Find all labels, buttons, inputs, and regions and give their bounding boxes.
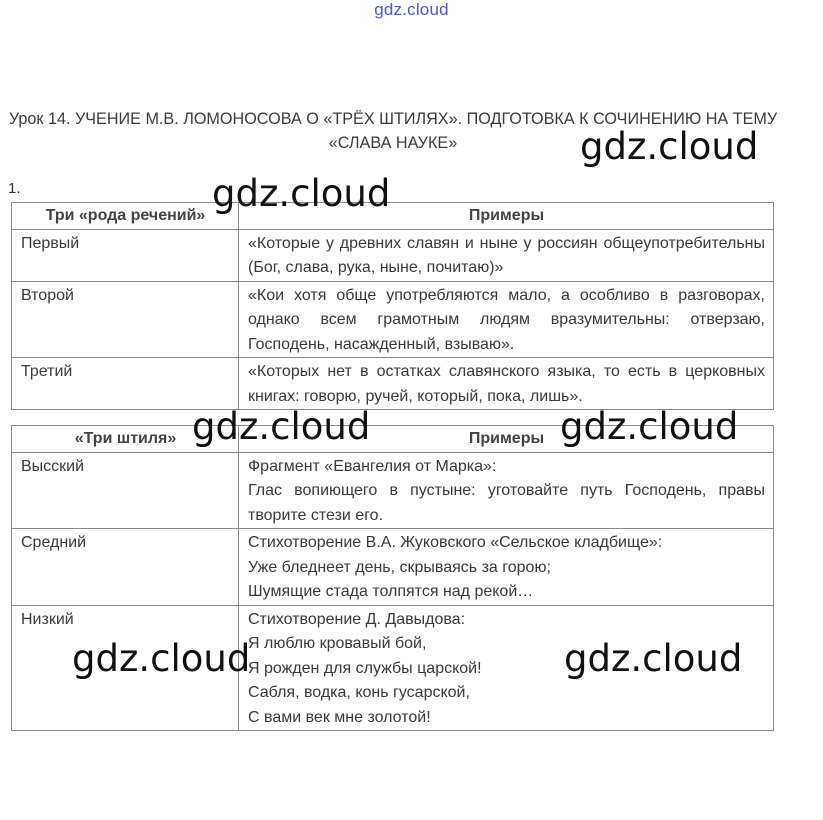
column-header-styles: «Три штиля» [12,426,239,453]
row-label: Первый [12,229,239,281]
example-line: Я люблю кровавый бой, [248,635,427,652]
example-line: Стихотворение В.А. Жуковского «Сельское кладбище»: [248,534,663,551]
table-row [12,281,774,358]
top-watermark: gdz.cloud [374,0,449,19]
watermark: gdz.cloud [212,172,391,215]
row-example [239,358,774,410]
task-number: 1. [8,180,21,197]
example-line: Я рожден для службы царской! [248,659,482,677]
example-line: «Которые у древних славян и ныне у россиян общеупотребительны (Бог, слава, рука, ныне, почитаю)» [248,234,765,276]
table-row [12,529,774,606]
row-label: Низкий [12,605,239,731]
table-styles [11,425,774,731]
watermark: gdz.cloud [560,405,739,448]
page-title: Урок 14. УЧЕНИЕ М.В. ЛОМОНОСОВА О «ТРЁХ ШТИЛЯХ». ПОДГОТОВКА К СОЧИНЕНИЮ НА ТЕМУ «СЛАВА НАУКЕ» [8,110,778,152]
example-line: «Которых нет в остатках славянского языка, то есть в церковных книгах: говорю, ручей, который, пока, лишь». [248,363,765,405]
watermark: gdz.cloud [192,405,371,448]
row-label: Второй [12,281,239,358]
column-header-examples: Примеры [239,203,774,230]
watermark: gdz.cloud [72,637,251,680]
row-label: Средний [12,529,239,606]
table-speech-kinds [11,202,774,410]
row-label: Третий [12,358,239,410]
example-line: Шумящие стада толпятся над рекой… [248,583,534,600]
column-header-examples: Примеры [239,426,774,453]
table-row [12,452,774,529]
watermark: gdz.cloud [564,637,743,680]
table-header-row [12,203,774,230]
row-example [239,605,774,731]
table-row [12,358,774,410]
example-line: Уже бледнеет день, скрываясь за горою; [248,558,551,576]
example-line: С вами век мне золотой! [248,708,431,726]
example-line: Стихотворение Д. Давыдова: [248,610,466,628]
example-line: Глас вопиющего в пустыне: уготовайте путь Господень, правы творите стези его. [248,482,765,524]
watermark: gdz.cloud [580,125,759,168]
column-header-kinds: Три «рода речений» [12,203,239,230]
row-label: Высский [12,452,239,529]
table-header-row [12,426,774,453]
table-row [12,229,774,281]
example-line: Фрагмент «Евангелия от Марка»: [248,457,497,475]
example-line: «Кои хотя обще употребляются мало, а особливо в разговорах, однако всем грамотным людям вразумительны: отверзаю, Господень, насажденный, взываю». [248,286,765,353]
row-example [239,529,774,606]
row-example [239,281,774,358]
row-example [239,452,774,529]
row-example [239,229,774,281]
example-line: Сабля, водка, конь гусарской, [248,684,470,701]
table-row [12,605,774,731]
